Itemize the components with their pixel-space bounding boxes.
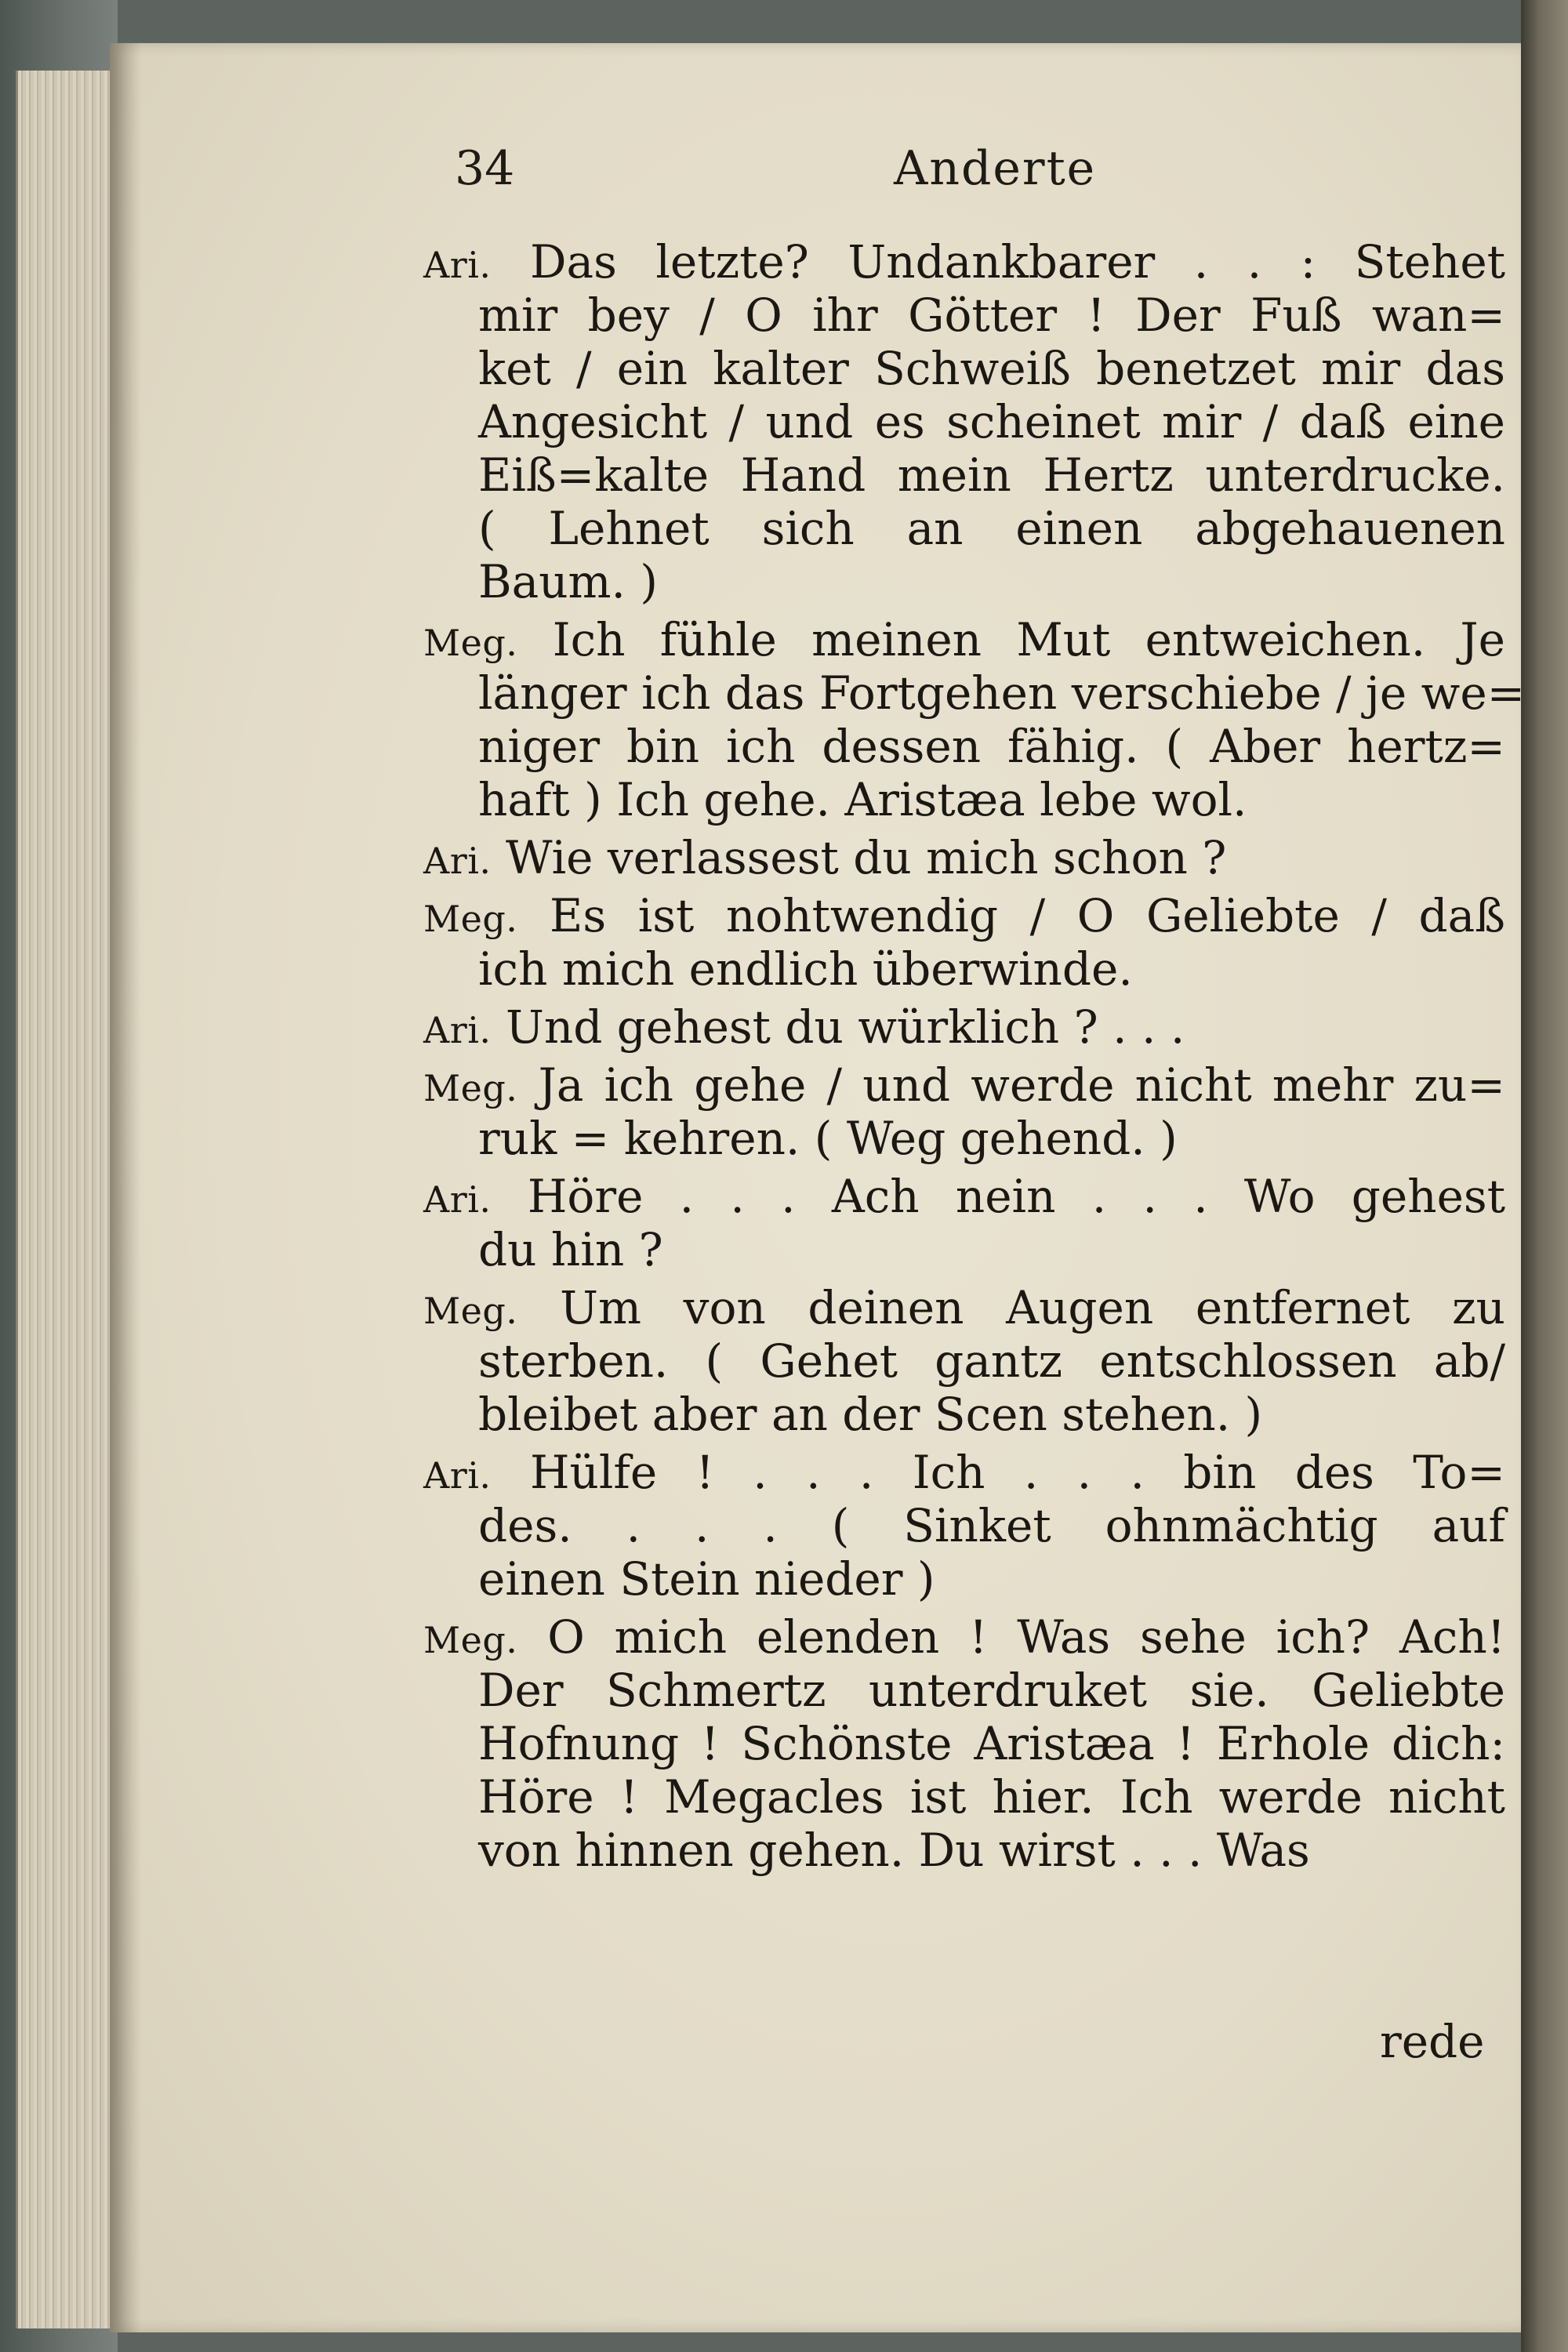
text-line — [423, 1112, 1505, 1165]
text-line — [423, 831, 1505, 884]
text-line — [423, 1281, 1505, 1334]
speaker-label: Meg. — [423, 622, 518, 664]
text-line — [423, 1388, 1505, 1441]
speaker-label: Meg. — [423, 1067, 518, 1109]
text-line — [423, 1824, 1505, 1877]
speaker-label: Ari. — [423, 244, 492, 286]
line-text: Um von deinen Augen entfernet zu — [560, 1281, 1505, 1334]
text-line — [423, 889, 1505, 942]
text-line — [423, 235, 1505, 289]
speech-block — [423, 1170, 1505, 1276]
line-text: Es ist nohtwendig / O Geliebte / daß — [550, 889, 1505, 942]
text-line — [423, 342, 1505, 395]
line-text: O mich elenden ! Was sehe ich? Ach! — [547, 1610, 1506, 1664]
line-text: ruk = kehren. ( Weg gehend. ) — [478, 1112, 1178, 1165]
line-text: du hin ? — [478, 1223, 663, 1276]
text-line — [423, 1223, 1505, 1276]
line-text: Wie verlassest du mich schon ? — [505, 831, 1227, 884]
speech-block — [423, 889, 1505, 996]
line-text: mir bey / O ihr Götter ! Der Fuß wan= — [478, 289, 1505, 342]
speech-block — [423, 1000, 1505, 1054]
line-text: ( Lehnet sich an einen abgehauenen — [478, 502, 1505, 555]
line-text: ich mich endlich überwinde. — [478, 942, 1133, 996]
line-text: bleibet aber an der Scen stehen. ) — [478, 1388, 1263, 1441]
line-text: ket / ein kalter Schweiß benetzet mir das — [478, 342, 1505, 395]
speech-block — [423, 1446, 1505, 1606]
speech-block — [423, 235, 1505, 608]
page-number: 34 — [455, 141, 515, 196]
speaker-label: Ari. — [423, 1178, 492, 1221]
right-page-edge — [1521, 0, 1568, 2352]
line-text: Ja ich gehe / und werde nicht mehr zu= — [538, 1058, 1506, 1112]
line-text: von hinnen gehen. Du wirst . . . Was — [478, 1824, 1310, 1877]
speaker-label: Ari. — [423, 840, 492, 882]
speaker-label: Meg. — [423, 898, 518, 940]
text-line — [423, 613, 1505, 666]
line-text: Hofnung ! Schönste Aristæa ! Erhole dich: — [478, 1717, 1505, 1770]
text-line — [423, 1000, 1505, 1054]
text-line — [423, 502, 1505, 555]
text-line — [423, 448, 1505, 502]
book-page-edges — [16, 71, 120, 2328]
line-text: einen Stein nieder ) — [478, 1552, 935, 1606]
speech-block — [423, 1281, 1505, 1441]
speaker-label: Meg. — [423, 1290, 518, 1332]
speech-block — [423, 831, 1505, 884]
line-text: Das letzte? Undankbarer . . : Stehet — [530, 235, 1506, 289]
speech-block — [423, 1610, 1505, 1877]
speaker-label: Ari. — [423, 1454, 492, 1497]
line-text: sterben. ( Gehet gantz entschlossen ab/ — [478, 1334, 1505, 1388]
text-line — [423, 1770, 1505, 1824]
text-line — [423, 289, 1505, 342]
text-line — [423, 720, 1505, 773]
running-head: Anderte — [894, 141, 1097, 196]
line-text: Baum. ) — [478, 555, 659, 608]
text-line — [423, 1334, 1505, 1388]
text-line — [423, 1717, 1505, 1770]
line-text: des. . . . ( Sinket ohnmächtig auf — [478, 1499, 1505, 1552]
speaker-label: Ari. — [423, 1009, 492, 1051]
line-text: Ich fühle meinen Mut entweichen. Je — [552, 613, 1505, 666]
line-text: Und gehest du würklich ? . . . — [505, 1000, 1185, 1054]
line-text: länger ich das Fortgehen verschiebe / je we= — [478, 666, 1526, 720]
text-line — [423, 1446, 1505, 1499]
text-line — [423, 1058, 1505, 1112]
line-text: Höre . . . Ach nein . . . Wo gehest — [527, 1170, 1506, 1223]
line-text: Angesicht / und es scheinet mir / daß eine — [478, 395, 1505, 448]
text-line — [423, 666, 1526, 720]
line-text: niger bin ich dessen fähig. ( Aber hertz= — [478, 720, 1505, 773]
line-text: Hülfe ! . . . Ich . . . bin des To= — [529, 1446, 1506, 1499]
speech-block — [423, 1058, 1505, 1165]
dialogue-text — [423, 235, 1526, 1882]
text-line — [423, 942, 1505, 996]
text-line — [423, 1170, 1505, 1223]
line-text: haft ) Ich gehe. Aristæa lebe wol. — [478, 773, 1247, 826]
page-gutter-shadow — [110, 43, 141, 2332]
speaker-label: Meg. — [423, 1619, 518, 1661]
catchword: rede — [1380, 2015, 1485, 2068]
text-line — [423, 555, 1505, 608]
text-line — [423, 395, 1505, 448]
text-line — [423, 1499, 1505, 1552]
line-text: Eiß=kalte Hand mein Hertz unterdrucke. — [478, 448, 1505, 502]
text-line — [423, 1664, 1505, 1717]
line-text: Höre ! Megacles ist hier. Ich werde nicht — [478, 1770, 1505, 1824]
line-text: Der Schmertz unterdruket sie. Geliebte — [478, 1664, 1505, 1717]
text-line — [423, 773, 1505, 826]
text-line — [423, 1552, 1505, 1606]
text-line — [423, 1610, 1505, 1664]
speech-block — [423, 613, 1526, 826]
